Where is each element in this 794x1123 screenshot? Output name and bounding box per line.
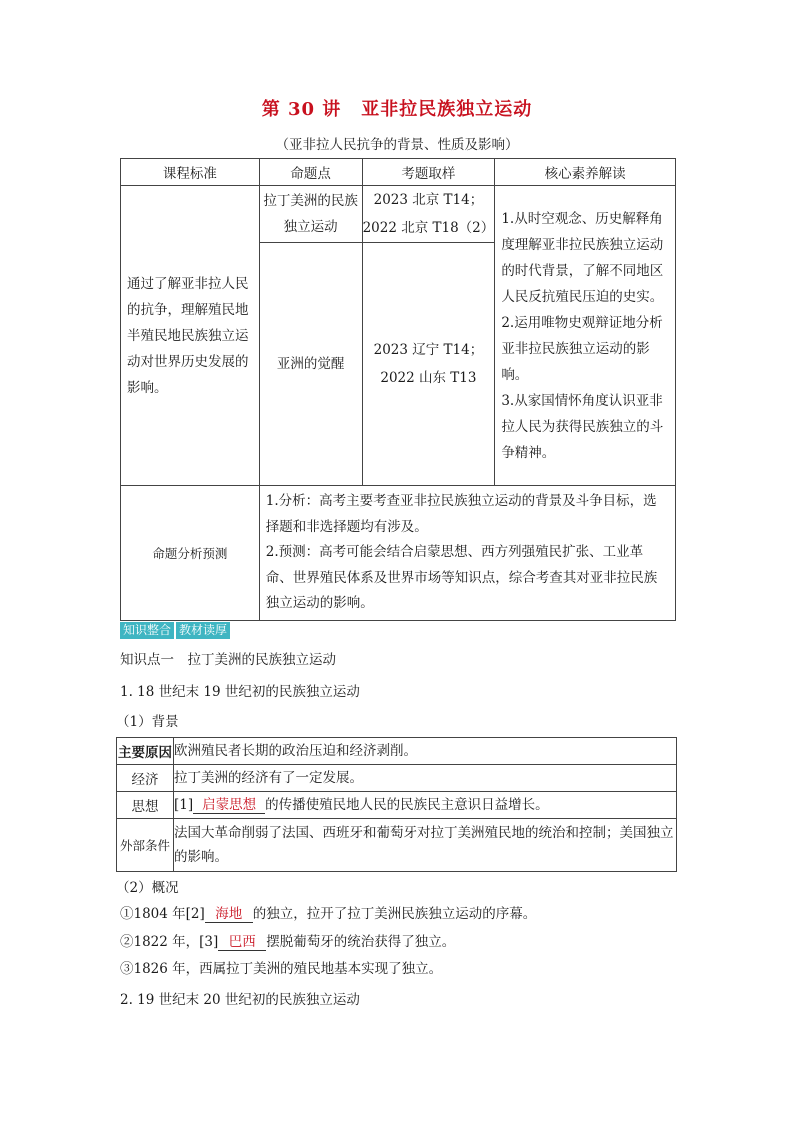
background-row	[117, 819, 677, 872]
background-label: 思想	[131, 799, 159, 815]
overview-item	[120, 930, 455, 951]
exam-sample: 2023 北京 T14；	[373, 192, 484, 208]
core-literacy	[495, 204, 675, 468]
exam-sample: 2022 山东 T13	[380, 370, 477, 386]
header-topic: 命题点	[259, 159, 362, 186]
analysis-row	[121, 486, 676, 621]
fill-blank-answer: 巴西	[218, 934, 266, 951]
exam-samples-1	[363, 186, 495, 242]
overview-prefix: ②1822 年，[3]	[120, 934, 219, 950]
subsection-overview: （2）概况	[116, 880, 179, 896]
analysis-item: 2.预测：高考可能会结合启蒙思想、西方列强殖民扩张、工业革命、世界殖民体系及世界市场等知识点，综合考查其对亚非拉民族独立运动的影响。	[265, 544, 658, 612]
analysis-item: 1.分析：高考主要考查亚非拉民族独立运动的背景及斗争目标，选择题和非选择题均有涉及。	[265, 493, 657, 535]
core-literacy-item: 3.从家国情怀角度认识亚非拉人民为获得民族独立的斗争精神。	[501, 392, 664, 461]
tag-textbook-reading: 教材读厚	[176, 622, 230, 639]
background-label: 经济	[131, 772, 159, 788]
lecture-name: 亚非拉民族独立运动	[361, 99, 533, 120]
page-subtitle: （亚非拉人民抗争的背景、性质及影响）	[275, 137, 519, 153]
background-table	[116, 737, 677, 872]
section-tags	[120, 622, 230, 639]
topic-latin-america: 拉丁美洲的民族独立运动	[263, 193, 358, 235]
topic-asia: 亚洲的觉醒	[276, 356, 345, 372]
curriculum-standard: 通过了解亚非拉人民的抗争，理解殖民地半殖民地民族独立运动对世界历史发展的影响。	[127, 275, 249, 396]
subsection-background: （1）背景	[116, 714, 179, 730]
tag-knowledge-integration: 知识整合	[120, 622, 174, 639]
overview-prefix: ①1804 年[2]	[120, 906, 205, 922]
background-text: 拉丁美洲的经济有了一定发展。	[174, 770, 363, 786]
background-row	[117, 765, 677, 792]
fill-blank-answer: 启蒙思想	[193, 797, 265, 814]
blank-number: [1]	[174, 797, 194, 813]
standards-table	[120, 158, 676, 621]
exam-samples-2	[363, 336, 495, 392]
background-label: 外部条件	[119, 838, 170, 853]
background-text: 的传播使殖民地人民的民族民主意识日益增长。	[265, 797, 549, 813]
background-text: 欧洲殖民者长期的政治压迫和经济剥削。	[174, 743, 417, 759]
header-core: 核心素养解读	[495, 159, 676, 186]
page-title	[0, 95, 794, 121]
exam-sample: 2022 北京 T18（2）	[362, 220, 495, 236]
exam-sample: 2023 辽宁 T14；	[373, 342, 484, 358]
analysis-content	[260, 487, 675, 619]
standards-header-row	[121, 159, 676, 186]
overview-item	[120, 902, 536, 923]
core-literacy-item: 2.运用唯物史观辩证地分析亚非拉民族独立运动的影响。	[501, 314, 663, 383]
background-text: 法国大革命削弱了法国、西班牙和葡萄牙对拉丁美洲殖民地的统治和控制；美国独立的影响。	[174, 825, 674, 865]
overview-suffix: 摆脱葡萄牙的统治获得了独立。	[266, 934, 456, 950]
fill-blank-answer: 海地	[205, 906, 253, 923]
lecture-number: 第 30 讲	[261, 99, 342, 120]
background-row	[117, 792, 677, 819]
knowledge-point-heading: 知识点一 拉丁美洲的民族独立运动	[120, 652, 336, 668]
overview-suffix: 的独立，拉开了拉丁美洲民族独立运动的序幕。	[252, 906, 537, 922]
core-literacy-item: 1.从时空观念、历史解释角度理解亚非拉民族独立运动的时代背景，了解不同地区人民反抗殖民压迫的史实。	[501, 210, 664, 305]
standards-row-1	[121, 186, 676, 243]
overview-item: ③1826 年，西属拉丁美洲的殖民地基本实现了独立。	[120, 961, 443, 977]
analysis-label: 命题分析预测	[152, 546, 228, 561]
header-curriculum: 课程标准	[121, 159, 260, 186]
section-heading-1: 1. 18 世纪末 19 世纪初的民族独立运动	[120, 684, 360, 700]
section-heading-2: 2. 19 世纪末 20 世纪初的民族独立运动	[120, 992, 360, 1008]
background-label: 主要原因	[118, 745, 172, 761]
background-row	[117, 738, 677, 765]
header-exam: 考题取样	[362, 159, 495, 186]
